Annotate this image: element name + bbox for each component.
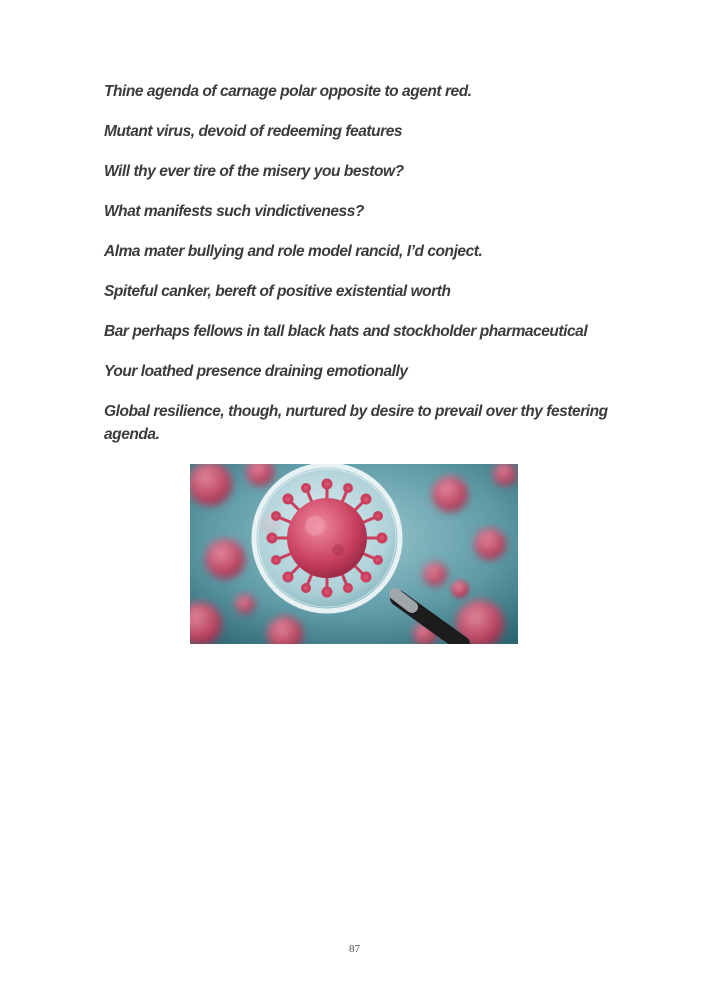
poem-line: Will thy ever tire of the misery you bestow? [104,163,404,180]
poem-line: Global resilience, though, nurtured by desire to prevail over thy festering agenda. [104,403,608,443]
poem-body [104,80,624,463]
virus-illustration [190,464,518,644]
poem-line: Alma mater bullying and role model rancid, I’d conject. [104,243,483,260]
poem-line: Mutant virus, devoid of redeeming features [104,123,403,140]
poem-line: Thine agenda of carnage polar opposite to agent red. [104,83,472,100]
page-number: 87 [349,943,360,955]
virus-under-magnifying-glass-icon [190,464,518,644]
poem-line: What manifests such vindictiveness? [104,203,364,220]
poem-line: Bar perhaps fellows in tall black hats and stockholder pharmaceutical [104,323,588,340]
poem-line: Spiteful canker, bereft of positive existential worth [104,283,451,300]
poem-line: Your loathed presence draining emotionally [104,363,408,380]
